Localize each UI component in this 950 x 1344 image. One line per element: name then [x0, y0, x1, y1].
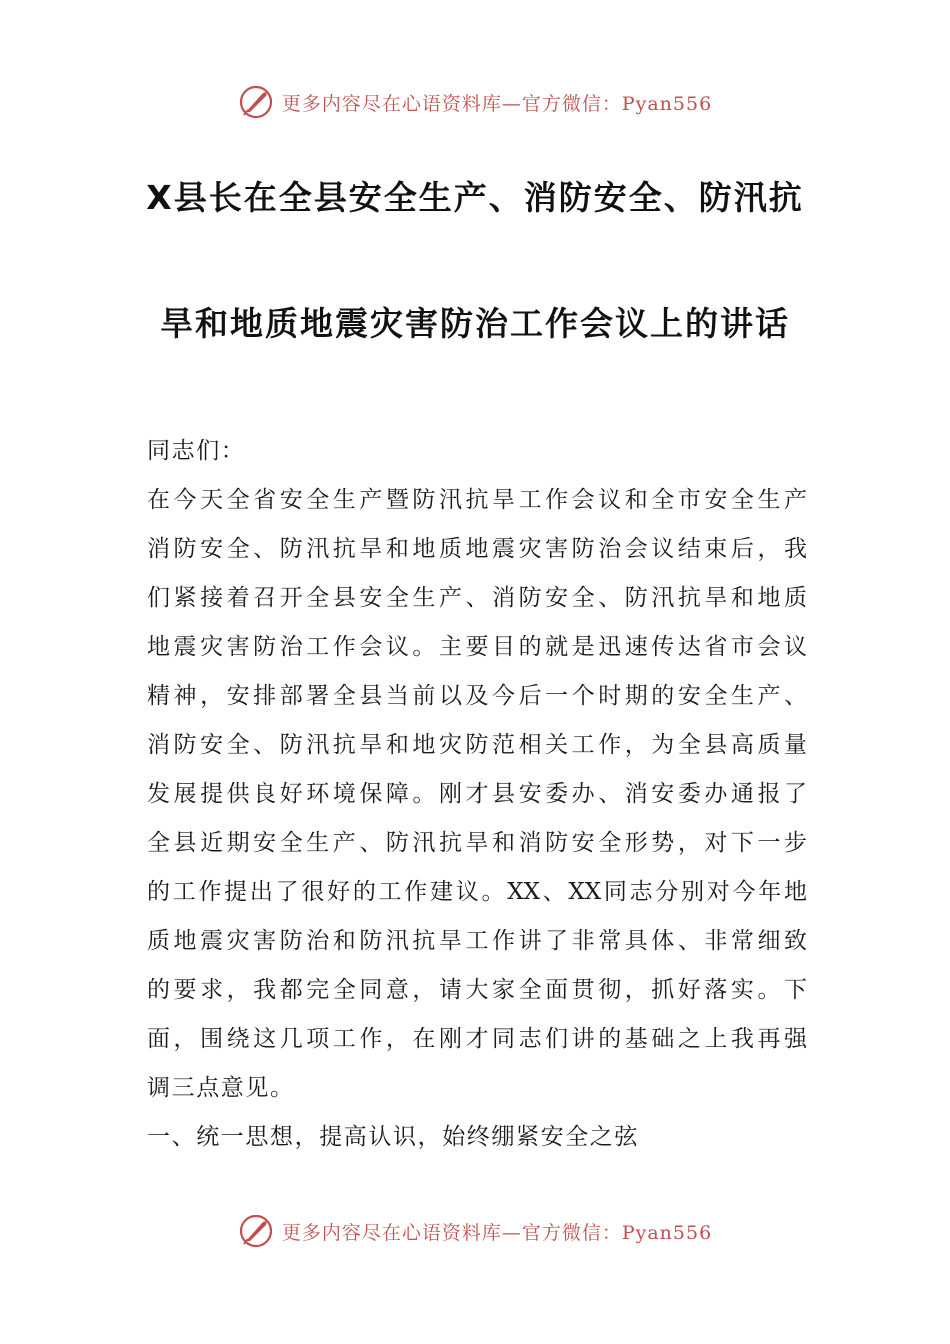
section-heading-1: 一、统一思想，提高认识，始终绷紧安全之弦 — [147, 1124, 639, 1150]
document-title-line-2: 旱和地质地震灾害防治工作会议上的讲话 — [160, 304, 790, 343]
paragraph-line: 面，围绕这几项工作，在刚才同志们讲的基础之上我再强 — [147, 1026, 807, 1052]
quill-pen-logo-icon — [238, 1213, 274, 1249]
footer-watermark-banner — [0, 1211, 950, 1251]
quill-pen-logo-icon — [238, 84, 274, 120]
salutation: 同志们： — [147, 438, 246, 464]
paragraph-line: 全县近期安全生产、防汛抗旱和消防安全形势，对下一步 — [147, 830, 807, 856]
paragraph-line: 精神，安排部署全县当前以及今后一个时期的安全生产、 — [147, 683, 807, 709]
header-watermark-text: 更多内容尽在心语资料库—官方微信：Pyan556 — [281, 92, 713, 115]
document-title-line-1: X县长在全县安全生产、消防安全、防汛抗 — [146, 178, 804, 217]
paragraph-line: 消防安全、防汛抗旱和地灾防范相关工作，为全县高质量 — [147, 732, 807, 758]
paragraph-line: 质地震灾害防治和防汛抗旱工作讲了非常具体、非常细致 — [147, 928, 807, 954]
paragraph-line: 调三点意见。 — [147, 1075, 295, 1101]
paragraph-line: 在今天全省安全生产暨防汛抗旱工作会议和全市安全生产 — [147, 487, 807, 513]
speech-body — [147, 427, 807, 1162]
paragraph-line: 地震灾害防治工作会议。主要目的就是迅速传达省市会议 — [147, 634, 807, 660]
header-watermark-banner — [0, 82, 950, 122]
paragraph-line: 发展提供良好环境保障。刚才县安委办、消安委办通报了 — [147, 781, 807, 807]
footer-watermark-text: 更多内容尽在心语资料库—官方微信：Pyan556 — [281, 1221, 713, 1244]
paragraph-line: 消防安全、防汛抗旱和地质地震灾害防治会议结束后，我 — [147, 536, 807, 562]
paragraph-line: 的工作提出了很好的工作建议。XX、XX同志分别对今年地 — [147, 879, 807, 905]
paragraph-line: 们紧接着召开全县安全生产、消防安全、防汛抗旱和地质 — [147, 585, 807, 611]
paragraph-line: 的要求，我都完全同意，请大家全面贯彻，抓好落实。下 — [147, 977, 807, 1003]
